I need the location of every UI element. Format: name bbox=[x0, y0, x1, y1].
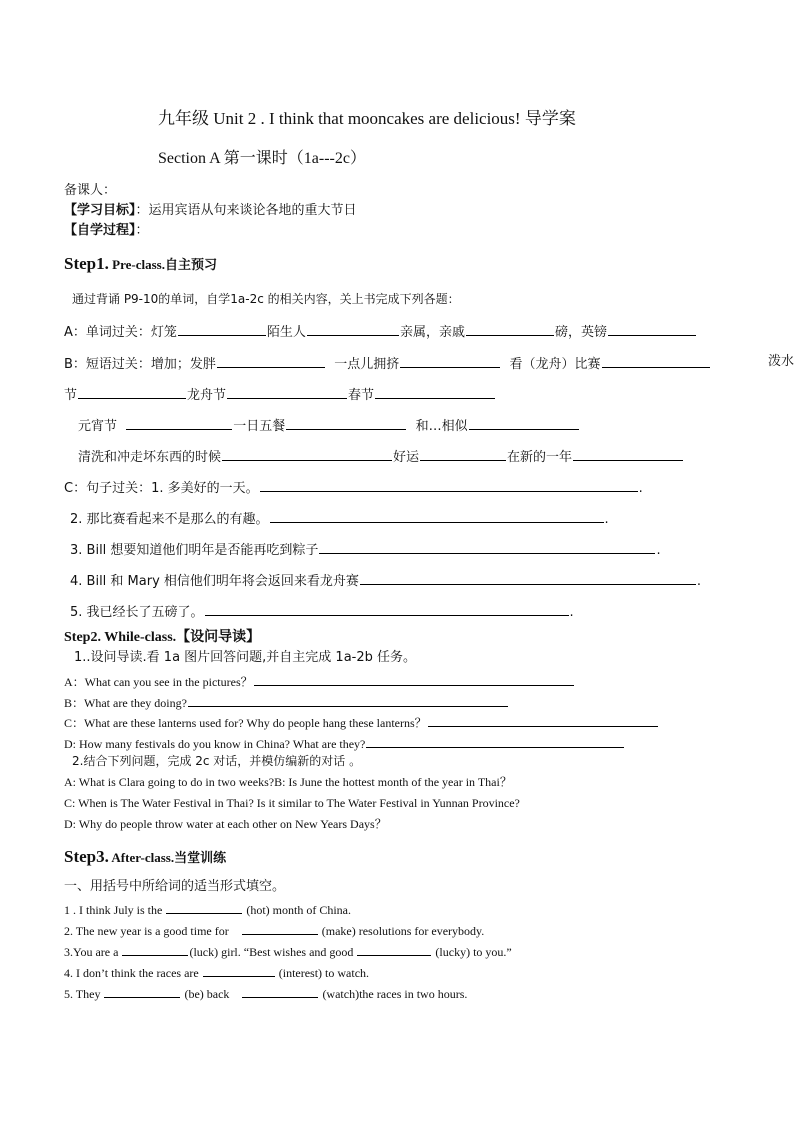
sentence-row-3: 3. Bill 想要知道他们明年是否能再吃到粽子 . bbox=[70, 543, 661, 558]
step3-heading: Step3. After-class.当堂训练 bbox=[64, 847, 227, 866]
blank-line[interactable] bbox=[466, 323, 554, 336]
learning-goal bbox=[64, 204, 357, 217]
sentence-row-5: 5. 我已经长了五磅了。 . bbox=[70, 605, 574, 620]
q1-d: D: How many festivals do you know in China? What are they? bbox=[64, 735, 625, 750]
step2-q1-intro: 1..设问导读.看 1a 图片回答问题,并自主完成 1a-2b 任务。 bbox=[74, 650, 417, 665]
step2-heading: Step2. While-class.【设问导读】 bbox=[64, 629, 261, 645]
step1-heading: Step1. Pre-class.自主预习 bbox=[64, 254, 217, 273]
blank-line[interactable] bbox=[400, 355, 500, 368]
blank-line[interactable] bbox=[260, 479, 638, 492]
q1-a: A：What can you see in the pictures？ bbox=[64, 673, 575, 688]
blank-line[interactable] bbox=[178, 323, 266, 336]
exercise-item-5: 5. They (be) back (watch)the races in two hours. bbox=[64, 987, 468, 1001]
step2-q2-intro: 2.结合下列问题，完成 2c 对话，并模仿编新的对话 。 bbox=[72, 754, 362, 768]
blank-line[interactable] bbox=[375, 386, 495, 399]
fill-blank[interactable] bbox=[166, 901, 242, 914]
sentence-row-4: 4. Bill 和 Mary 相信他们明年将会返回来看龙舟赛 . bbox=[70, 574, 702, 589]
blank-line[interactable] bbox=[420, 448, 506, 461]
vocab-row: A：单词过关：灯笼 陌生人 亲属，亲戚 磅，英镑 bbox=[64, 323, 697, 339]
sentence-row-1: C：句子过关：1. 多美好的一天。 . bbox=[64, 481, 643, 496]
blank-line[interactable] bbox=[286, 417, 406, 430]
blank-line[interactable] bbox=[602, 355, 710, 368]
preparer-label: 备课人： bbox=[64, 183, 117, 198]
phrase-row-3: 元宵节 一日五餐 和…相似 bbox=[78, 417, 580, 433]
answer-blank[interactable] bbox=[366, 735, 624, 748]
exercise-item-3: 3.You are a (luck) girl. “Best wishes and good (lucky) to you.” bbox=[64, 945, 512, 959]
document-subtitle: Section A 第一课时（1a---2c） bbox=[158, 150, 366, 167]
phrase-row-1: B：短语过关：增加；发胖 一点儿拥挤 看（龙舟）比赛 bbox=[64, 355, 711, 371]
blank-line[interactable] bbox=[270, 510, 604, 523]
q1-b: B：What are they doing? bbox=[64, 694, 509, 709]
fill-blank[interactable] bbox=[122, 943, 188, 956]
blank-line[interactable] bbox=[360, 572, 696, 585]
q1-c: C：What are these lanterns used for? Why do people hang these lanterns？ bbox=[64, 714, 659, 729]
goal-text: ：运用宾语从句来谈论各地的重大节日 bbox=[135, 203, 357, 218]
fill-blank[interactable] bbox=[357, 943, 431, 956]
phrase-overflow: 泼水 bbox=[768, 354, 794, 369]
blank-line[interactable] bbox=[319, 541, 655, 554]
blank-line[interactable] bbox=[222, 448, 392, 461]
step1-intro: 通过背诵 P9-10的单词，自学1a-2c 的相关内容，关上书完成下列各题： bbox=[72, 292, 460, 306]
blank-line[interactable] bbox=[217, 355, 325, 368]
blank-line[interactable] bbox=[205, 603, 569, 616]
blank-line[interactable] bbox=[78, 386, 186, 399]
blank-line[interactable] bbox=[126, 417, 232, 430]
answer-blank[interactable] bbox=[428, 714, 658, 727]
q2-c: C: When is The Water Festival in Thai? Is it similar to The Water Festival in Yunnan Province? bbox=[64, 796, 520, 810]
exercise-item-2: 2. The new year is a good time for (make) resolutions for everybody. bbox=[64, 924, 485, 938]
fill-blank[interactable] bbox=[242, 985, 318, 998]
blank-line[interactable] bbox=[307, 323, 399, 336]
q2-ab: A: What is Clara going to do in two weeks?B: Is June the hottest month of the year in Thai？ bbox=[64, 775, 512, 789]
exercise-item-1: 1 . I think July is the (hot) month of China. bbox=[64, 903, 351, 917]
process-label: 【自学过程】 bbox=[64, 223, 136, 238]
goal-label: 【学习目标】 bbox=[64, 203, 136, 218]
phrase-row-2: 节 龙舟节 春节 bbox=[64, 386, 496, 402]
blank-line[interactable] bbox=[608, 323, 696, 336]
exercise-title: 一、用括号中所给词的适当形式填空。 bbox=[64, 879, 286, 894]
blank-line[interactable] bbox=[227, 386, 347, 399]
fill-blank[interactable] bbox=[203, 964, 275, 977]
q2-d: D: Why do people throw water at each other on New Years Days？ bbox=[64, 817, 387, 831]
sentence-row-2: 2. 那比赛看起来不是那么的有趣。 . bbox=[70, 512, 609, 527]
exercise-item-4: 4. I don’t think the races are (interest) to watch. bbox=[64, 966, 370, 980]
document-title: 九年级 Unit 2 . I think that mooncakes are delicious! 导学案 bbox=[158, 109, 576, 128]
answer-blank[interactable] bbox=[188, 694, 508, 707]
blank-line[interactable] bbox=[469, 417, 579, 430]
blank-line[interactable] bbox=[573, 448, 683, 461]
answer-blank[interactable] bbox=[254, 673, 574, 686]
process-heading: 【自学过程】： bbox=[64, 223, 149, 238]
fill-blank[interactable] bbox=[242, 922, 318, 935]
phrase-row-4: 清洗和冲走坏东西的时候 好运 在新的一年 bbox=[78, 448, 684, 464]
fill-blank[interactable] bbox=[104, 985, 180, 998]
